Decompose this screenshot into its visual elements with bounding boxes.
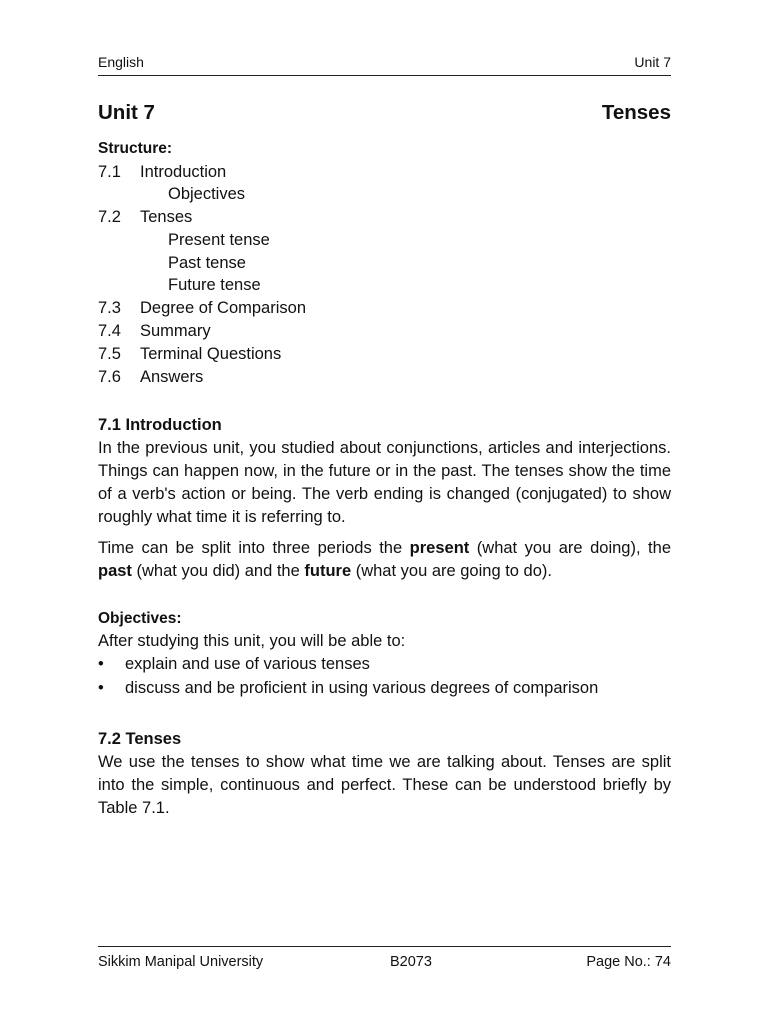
toc-number: 7.6 xyxy=(98,367,121,386)
term-present: present xyxy=(409,539,470,557)
term-future: future xyxy=(304,562,352,580)
footer-university: Sikkim Manipal University xyxy=(98,954,264,970)
footer-page-number: Page No.: 74 xyxy=(586,954,671,970)
toc-number: 7.1 xyxy=(98,162,121,181)
toc-label: Tenses xyxy=(140,208,193,227)
toc-label: Future tense xyxy=(168,276,261,295)
footer-course-code: B2073 xyxy=(390,954,432,970)
toc-label: Summary xyxy=(140,322,211,341)
bullet-icon: • xyxy=(98,655,104,673)
toc-item xyxy=(98,343,671,366)
toc-item xyxy=(98,297,671,320)
structure-toc xyxy=(98,138,671,388)
unit-topic: Tenses xyxy=(601,101,671,124)
introduction-heading: 7.1 Introduction xyxy=(98,416,222,434)
toc-label: Introduction xyxy=(140,162,227,181)
toc-label: Answers xyxy=(140,367,204,386)
list-item xyxy=(98,677,671,701)
text-run: (what you are going to do). xyxy=(351,562,552,580)
tenses-section xyxy=(98,728,671,820)
toc-number: 7.4 xyxy=(98,322,121,341)
tenses-heading: 7.2 Tenses xyxy=(98,730,182,748)
objectives-list xyxy=(98,653,671,700)
text-run: Time can be split into three periods the xyxy=(98,539,410,557)
toc-item xyxy=(98,320,671,343)
objectives-heading: Objectives: xyxy=(98,610,182,627)
time-periods-paragraph xyxy=(98,537,671,583)
toc-item xyxy=(98,161,671,184)
toc-subitem xyxy=(98,274,671,297)
tenses-paragraph: We use the tenses to show what time we are talking about. Tenses are split into the simple, continuous and perfect. These can be understood briefly by Table 7.1. xyxy=(98,753,671,817)
toc-item xyxy=(98,206,671,229)
toc-label: Terminal Questions xyxy=(140,344,282,363)
running-header xyxy=(98,53,671,71)
objective-text: explain and use of various tenses xyxy=(125,655,370,673)
toc-label: Present tense xyxy=(168,230,270,249)
unit-title-row xyxy=(98,100,671,126)
objective-text: discuss and be proficient in using various degrees of comparison xyxy=(125,678,599,697)
header-subject: English xyxy=(98,54,144,70)
unit-title: Unit 7 xyxy=(98,101,155,124)
header-unit: Unit 7 xyxy=(634,54,671,70)
toc-number: 7.5 xyxy=(98,344,121,363)
toc-label: Objectives xyxy=(168,185,246,204)
text-run: (what you did) and the xyxy=(131,562,305,580)
toc-item xyxy=(98,366,671,389)
toc-number: 7.3 xyxy=(98,299,121,318)
running-footer xyxy=(98,953,671,971)
objectives-section xyxy=(98,608,671,700)
text-run: (what you are doing), the xyxy=(469,539,671,557)
introduction-section xyxy=(98,414,671,583)
objectives-lead: After studying this unit, you will be able to: xyxy=(98,632,406,650)
bullet-icon: • xyxy=(98,678,104,697)
document-page xyxy=(98,0,671,1024)
toc-number: 7.2 xyxy=(98,208,121,227)
structure-heading: Structure: xyxy=(98,140,173,157)
header-rule xyxy=(98,75,671,76)
toc-subitem xyxy=(98,252,671,275)
toc-label: Degree of Comparison xyxy=(140,299,306,318)
toc-subitem xyxy=(98,183,671,206)
toc-label: Past tense xyxy=(168,253,246,272)
toc-subitem xyxy=(98,229,671,252)
list-item xyxy=(98,653,671,677)
footer-rule xyxy=(98,946,671,947)
introduction-paragraph: In the previous unit, you studied about conjunctions, articles and interjections. Things can happen now, in the future or in the past. The tenses show the time of a verb's action or being. The verb ending is changed (conjugated) to show roughly what time it is referring to. xyxy=(98,439,671,526)
term-past: past xyxy=(98,562,132,580)
